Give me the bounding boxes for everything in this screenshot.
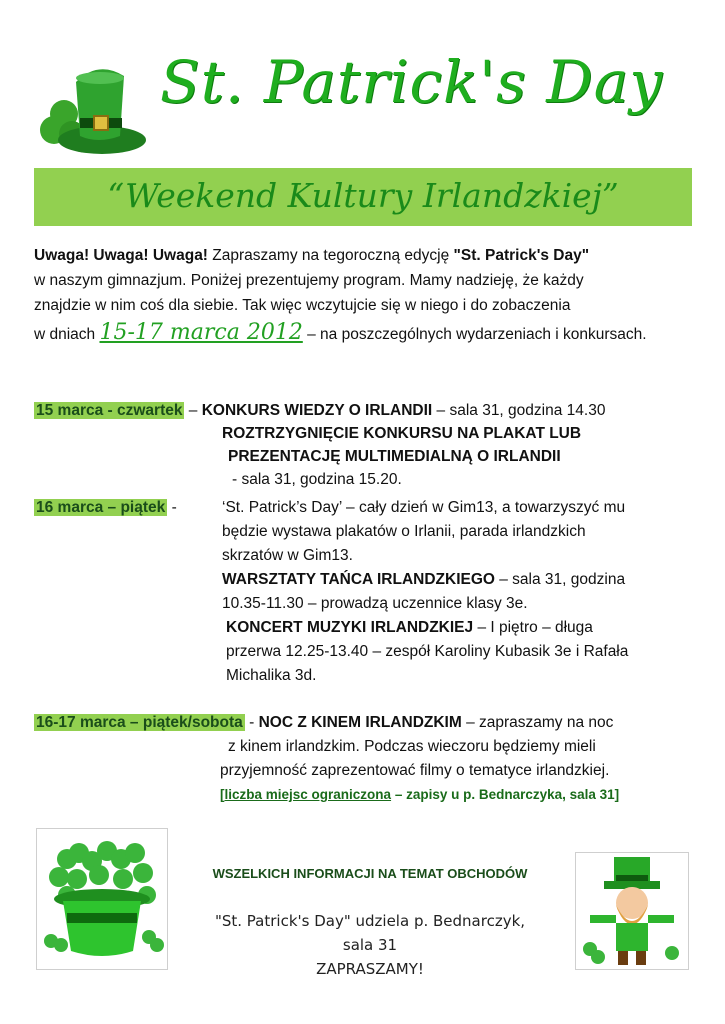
event-detail: – I piętro – długa	[473, 619, 593, 636]
event-detail: – sala 31, godzina	[494, 571, 626, 588]
registration-detail: – zapisy u p. Bednarczyka, sala 31]	[391, 787, 620, 802]
event-detail: 10.35-11.30 – prowadzą uczennice klasy 3e.	[222, 595, 528, 612]
day-label: 16-17 marca – piątek/sobota	[36, 714, 243, 731]
event-detail: – zapraszamy na noc	[461, 714, 614, 731]
separator: -	[244, 714, 259, 731]
bracket: [	[220, 787, 225, 802]
event-detail: będzie wystawa plakatów o Irlanii, parada irlandzkich	[222, 523, 586, 540]
event-title: KONKURS WIEDZY O IRLANDII	[201, 402, 433, 419]
event-detail: skrzatów w Gim13.	[222, 547, 353, 564]
footer-line-2: sala 31	[342, 936, 398, 954]
event-title: KONCERT MUZYKI IRLANDZKIEJ	[226, 619, 474, 636]
intro-text: w dniach	[34, 326, 100, 343]
registration-link[interactable]: liczba miejsc ograniczona	[224, 787, 392, 802]
intro-line-2: w naszym gimnazjum. Poniżej prezentujemy program. Mamy nadzieję, że każdy	[34, 272, 584, 289]
event-detail: – sala 31, godzina 14.30	[432, 402, 606, 419]
event-detail: z kinem irlandzkim. Podczas wieczoru będziemy mieli	[228, 738, 596, 755]
intro-text: – na poszczególnych wydarzeniach i konkursach.	[302, 326, 647, 343]
separator: –	[184, 402, 202, 419]
event-title: WARSZTATY TAŃCA IRLANDZKIEGO	[222, 571, 495, 588]
day-label: 16 marca – piątek	[36, 499, 166, 516]
event-name: "St. Patrick's Day"	[453, 247, 590, 264]
footer-line-3: ZAPRASZAMY!	[316, 960, 424, 978]
leprechaun-image	[575, 852, 689, 970]
clover-hat-image	[36, 828, 168, 970]
event-title: PREZENTACJĘ MULTIMEDIALNĄ O IRLANDII	[228, 448, 561, 465]
footer-heading: WSZELKICH INFORMACJI NA TEMAT OBCHODÓW	[212, 866, 528, 881]
event-detail: Michalika 3d.	[226, 667, 317, 684]
event-detail: przerwa 12.25-13.40 – zespół Karoliny Kubasik 3e i Rafała	[226, 643, 629, 660]
concert-row	[226, 616, 593, 639]
footer-line-1: "St. Patrick's Day" udziela p. Bednarczyk,	[214, 912, 526, 930]
day2-row	[34, 496, 177, 519]
intro-text: Zapraszamy na tegoroczną edycję	[207, 247, 454, 264]
event-title: ROZTRZYGNIĘCIE KONKURSU NA PLAKAT LUB	[222, 425, 582, 442]
intro-alert: Uwaga! Uwaga! Uwaga!	[34, 247, 208, 264]
day3-row	[34, 711, 613, 734]
intro-line-4	[34, 320, 694, 347]
day1-row	[34, 399, 605, 422]
workshop-row	[222, 568, 625, 591]
registration-note	[220, 783, 619, 806]
page-title: St. Patrick's Day	[160, 48, 664, 116]
event-detail: - sala 31, godzina 15.20.	[232, 471, 402, 488]
shamrock-hat-icon	[36, 52, 148, 162]
day-label: 15 marca - czwartek	[36, 402, 183, 419]
separator: -	[167, 499, 177, 516]
event-detail: ‘St. Patrick’s Day’ – cały dzień w Gim13, a towarzyszyć mu	[222, 499, 626, 516]
intro-line-1	[34, 243, 694, 268]
event-title: NOC Z KINEM IRLANDZKIM	[258, 714, 462, 731]
event-dates: 15-17 marca 2012	[99, 320, 303, 345]
intro-line-3: znajdzie w nim coś dla siebie. Tak więc wczytujcie się w niego i do zobaczenia	[34, 297, 571, 314]
subtitle-text: “Weekend Kultury Irlandzkiej”	[107, 176, 619, 215]
event-detail: przyjemność zaprezentować filmy o tematyce irlandzkiej.	[220, 762, 610, 779]
